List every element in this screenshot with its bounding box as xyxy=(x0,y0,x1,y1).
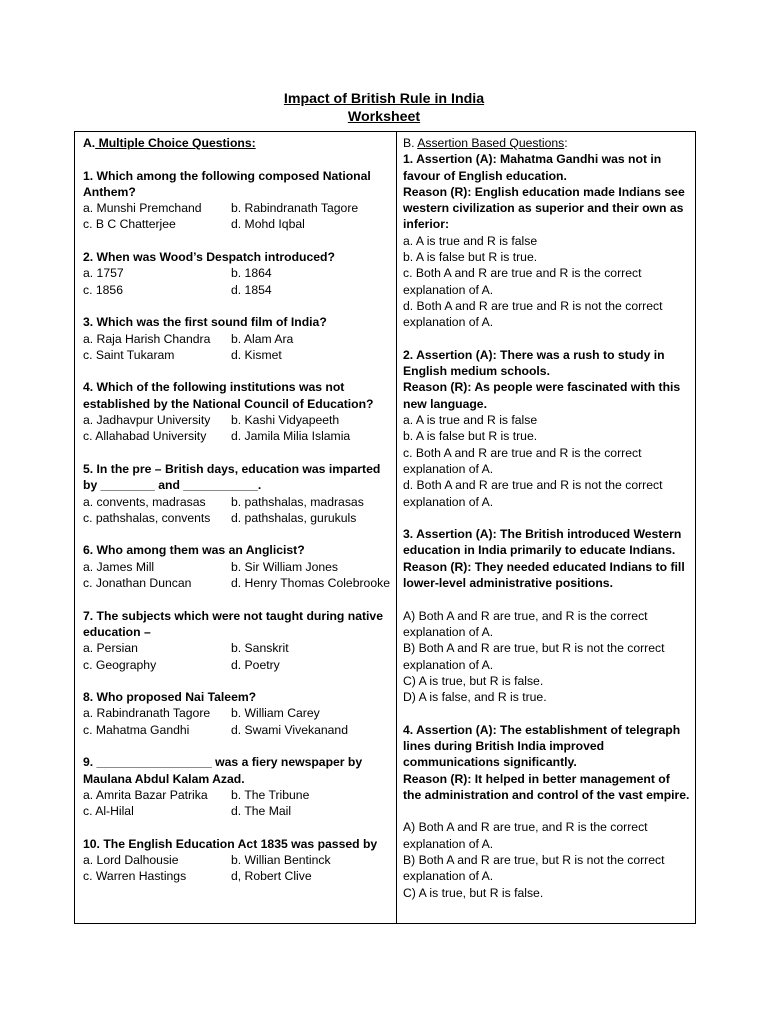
mcq-option: c. 1856 xyxy=(83,282,123,297)
assertion-question xyxy=(403,151,691,330)
mcq-option: b. pathshalas, madrasas xyxy=(231,494,364,509)
assertion-option: A) Both A and R are true, and R is the correct explanation of A. xyxy=(403,608,648,639)
title-line-2: Worksheet xyxy=(347,109,421,125)
mcq-question xyxy=(83,314,390,363)
section-b-heading xyxy=(403,135,691,151)
mcq-option-row xyxy=(83,331,390,347)
reason-text: Reason (R): English education made Indians see western civilization as superior and their own as inferior: xyxy=(403,184,685,232)
assertion-text: 2. Assertion (A): There was a rush to study in English medium schools. xyxy=(403,347,665,379)
assertion-option: D) A is false, and R is true. xyxy=(403,690,547,705)
mcq-option: a. James Mill xyxy=(83,559,155,574)
mcq-option: d. 1854 xyxy=(231,282,272,297)
mcq-question xyxy=(83,168,390,233)
assertion-option: c. Both A and R are true and R is the correct explanation of A. xyxy=(403,445,642,476)
mcq-option: b. William Carey xyxy=(231,706,320,721)
mcq-question-text: 1. Which among the following composed National Anthem? xyxy=(83,168,371,199)
mcq-option-row xyxy=(83,640,390,656)
mcq-option: a. 1757 xyxy=(83,266,124,281)
assertion-option: C) A is true, but R is false. xyxy=(403,885,544,900)
assertion-text: 3. Assertion (A): The British introduced Western education in India primarily to educate Indians. xyxy=(403,527,682,558)
mcq-question xyxy=(83,461,390,526)
mcq-option: d. Poetry xyxy=(231,657,280,672)
mcq-option-row xyxy=(83,705,390,721)
mcq-option: d. Mohd Iqbal xyxy=(231,217,305,232)
worksheet-title xyxy=(0,90,768,126)
mcq-option: c. Saint Tukaram xyxy=(83,347,175,362)
mcq-question-text: 4. Which of the following institutions was not established by the National Council of Education? xyxy=(83,380,374,411)
mcq-option: c. Allahabad University xyxy=(83,429,207,444)
mcq-question xyxy=(83,542,390,591)
assertion-option: d. Both A and R are true and R is not the correct explanation of A. xyxy=(403,298,663,330)
section-a-heading xyxy=(83,135,390,151)
mcq-question-text: 8. Who proposed Nai Taleem? xyxy=(83,690,257,705)
mcq-option-row xyxy=(83,216,390,232)
mcq-option: a. Persian xyxy=(83,641,138,656)
assertion-text: 4. Assertion (A): The establishment of telegraph lines during British India improved communications significantly. xyxy=(403,722,681,770)
mcq-question xyxy=(83,836,390,885)
mcq-question xyxy=(83,608,390,673)
mcq-question xyxy=(83,689,390,738)
mcq-option-row xyxy=(83,412,390,428)
assertion-option: b. A is false but R is true. xyxy=(403,250,538,265)
mcq-option: a. Munshi Premchand xyxy=(83,201,202,216)
mcq-question-text: 10. The English Education Act 1835 was passed by xyxy=(83,836,378,851)
mcq-option: d, Robert Clive xyxy=(231,869,312,884)
assertion-option: d. Both A and R are true and R is not the correct explanation of A. xyxy=(403,478,663,509)
section-b-column xyxy=(397,132,695,923)
assertion-option: a. A is true and R is false xyxy=(403,233,538,248)
mcq-question-text: 3. Which was the first sound film of India? xyxy=(83,315,327,330)
mcq-option-row xyxy=(83,559,390,575)
section-b-heading-text: Assertion Based Questions xyxy=(417,136,565,150)
reason-text: Reason (R): They needed educated Indians to fill lower-level administrative positions. xyxy=(403,559,685,591)
assertion-option: C) A is true, but R is false. xyxy=(403,673,544,688)
mcq-question xyxy=(83,754,390,819)
mcq-question-text: 6. Who among them was an Anglicist? xyxy=(83,543,305,558)
mcq-option-row xyxy=(83,494,390,510)
mcq-option: a. Lord Dalhousie xyxy=(83,853,179,868)
mcq-option: b. The Tribune xyxy=(231,787,310,802)
assertion-option: A) Both A and R are true, and R is the correct explanation of A. xyxy=(403,820,648,851)
assertion-question xyxy=(403,722,691,901)
mcq-option: a. Raja Harish Chandra xyxy=(83,331,211,346)
assertion-option: B) Both A and R are true, but R is not the correct explanation of A. xyxy=(403,641,665,672)
assertion-option: B) Both A and R are true, but R is not the correct explanation of A. xyxy=(403,853,665,884)
mcq-option: c. Geography xyxy=(83,657,157,672)
mcq-option: c. Mahatma Gandhi xyxy=(83,722,190,737)
mcq-option: b. Willian Bentinck xyxy=(231,853,331,868)
mcq-question-text: 5. In the pre – British days, education was imparted by ________ and ___________. xyxy=(83,461,381,493)
reason-text: Reason (R): As people were fascinated with this new language. xyxy=(403,380,681,411)
assertion-question xyxy=(403,526,691,705)
mcq-option: b. 1864 xyxy=(231,266,272,281)
mcq-option-row xyxy=(83,265,390,281)
section-b-colon: : xyxy=(564,136,568,150)
assertion-option: b. A is false but R is true. xyxy=(403,429,538,444)
mcq-option: a. convents, madrasas xyxy=(83,494,206,509)
mcq-option-row xyxy=(83,575,390,591)
mcq-option: a. Amrita Bazar Patrika xyxy=(83,787,208,802)
mcq-option-row xyxy=(83,852,390,868)
mcq-option: b. Rabindranath Tagore xyxy=(231,201,359,216)
mcq-option: d. pathshalas, gurukuls xyxy=(231,510,357,525)
mcq-question xyxy=(83,249,390,298)
mcq-option: a. Jadhavpur University xyxy=(83,413,211,428)
mcq-option: d. Henry Thomas Colebrooke xyxy=(231,576,390,591)
mcq-option-row xyxy=(83,787,390,803)
assertion-option: a. A is true and R is false xyxy=(403,413,538,428)
assertion-text: 1. Assertion (A): Mahatma Gandhi was not in favour of English education. xyxy=(403,152,662,183)
mcq-option: c. Warren Hastings xyxy=(83,869,187,884)
section-a-questions xyxy=(83,168,390,885)
mcq-option-row xyxy=(83,657,390,673)
section-b-questions xyxy=(403,151,691,901)
section-a-prefix: A. xyxy=(83,136,96,150)
mcq-option: d. The Mail xyxy=(231,804,292,819)
mcq-option: b. Sanskrit xyxy=(231,641,289,656)
mcq-option-row xyxy=(83,868,390,884)
mcq-option: d. Kismet xyxy=(231,347,282,362)
mcq-option-row xyxy=(83,722,390,738)
mcq-option: d. Jamila Milia Islamia xyxy=(231,429,351,444)
section-a-heading-text: Multiple Choice Questions: xyxy=(95,136,256,150)
mcq-option: c. B C Chatterjee xyxy=(83,217,176,232)
mcq-option: a. Rabindranath Tagore xyxy=(83,706,211,721)
reason-text: Reason (R): It helped in better management of the administration and control of the vast empire. xyxy=(403,771,690,802)
title-line-1: Impact of British Rule in India xyxy=(283,91,485,107)
mcq-option: d. Swami Vivekanand xyxy=(231,722,348,737)
worksheet-table xyxy=(74,131,696,924)
section-b-prefix: B. xyxy=(403,136,418,150)
mcq-option-row xyxy=(83,510,390,526)
section-a-column xyxy=(75,132,397,923)
mcq-option-row xyxy=(83,428,390,444)
mcq-option-row xyxy=(83,282,390,298)
spacer xyxy=(403,591,691,607)
mcq-option-row xyxy=(83,347,390,363)
mcq-question-text: 7. The subjects which were not taught during native education – xyxy=(83,608,383,639)
assertion-option: c. Both A and R are true and R is the correct explanation of A. xyxy=(403,266,642,297)
spacer xyxy=(403,803,691,819)
assertion-question xyxy=(403,347,691,510)
mcq-option: c. Al-Hilal xyxy=(83,804,134,819)
mcq-question xyxy=(83,379,390,444)
mcq-option-row xyxy=(83,200,390,216)
mcq-option: b. Alam Ara xyxy=(231,331,294,346)
mcq-question-text: 2. When was Wood’s Despatch introduced? xyxy=(83,250,335,265)
mcq-question-text: 9. _________________ was a fiery newspaper by Maulana Abdul Kalam Azad. xyxy=(83,755,363,786)
mcq-option: c. pathshalas, convents xyxy=(83,510,211,525)
mcq-option: b. Kashi Vidyapeeth xyxy=(231,413,340,428)
mcq-option: c. Jonathan Duncan xyxy=(83,576,192,591)
mcq-option: b. Sir William Jones xyxy=(231,559,339,574)
mcq-option-row xyxy=(83,803,390,819)
